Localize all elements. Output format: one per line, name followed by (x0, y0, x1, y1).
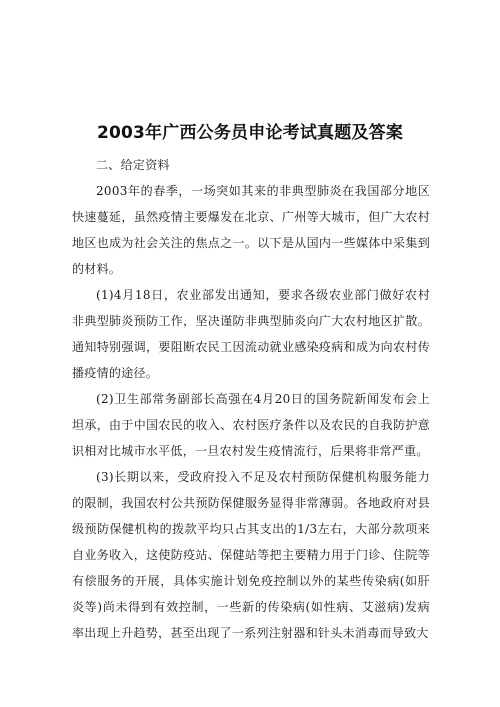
document-title: 2003年广西公务员申论考试真题及答案 (96, 123, 404, 143)
paragraph-item-3: (3)长期以来，受政府投入不足及农村预防保健机构服务能力的限制，我国农村公共预防保健服务显得非常薄弱。各地政府对县级预防保健机构的拨款平均只占其支出的1/3左右，大部分款项来自业务收入，这使防疫站、保健站等把主要精力用于门诊、住院等有偿服务的开展，具体实施计划免疫控制以外的某些传染病(如肝炎等)尚未得到有效控制，一些新的传染病(如性病、艾滋病)发病率出现上升趋势，甚至出现了一系列注射器和针头未消毒而导致大 (72, 470, 430, 640)
paragraph-item-1: (1)4月18日，农业部发出通知，要求各级农业部门做好农村非典型肺炎预防工作，坚决谨防非典型肺炎向广大农村地区扩散。通知特别强调，要阻断农民工因流动就业感染疫病和成为向农村传播疫情的途径。 (72, 288, 430, 380)
paragraph-intro: 2003年的春季，一场突如其来的非典型肺炎在我国部分地区快速蔓延，虽然疫情主要爆发在北京、广州等大城市，但广大农村地区也成为社会关注的焦点之一。以下是从国内一些媒体中采集到的材料。 (72, 184, 430, 276)
document-body (72, 152, 430, 646)
section-heading: 二、给定资料 (96, 158, 170, 172)
paragraph-item-2: (2)卫生部常务副部长高强在4月20日的国务院新闻发布会上坦承，由于中国农民的收入、农村医疗条件以及农民的自我防护意识相对比城市水平低，一旦农村发生疫情流行，后果将非常严重。 (72, 392, 430, 458)
